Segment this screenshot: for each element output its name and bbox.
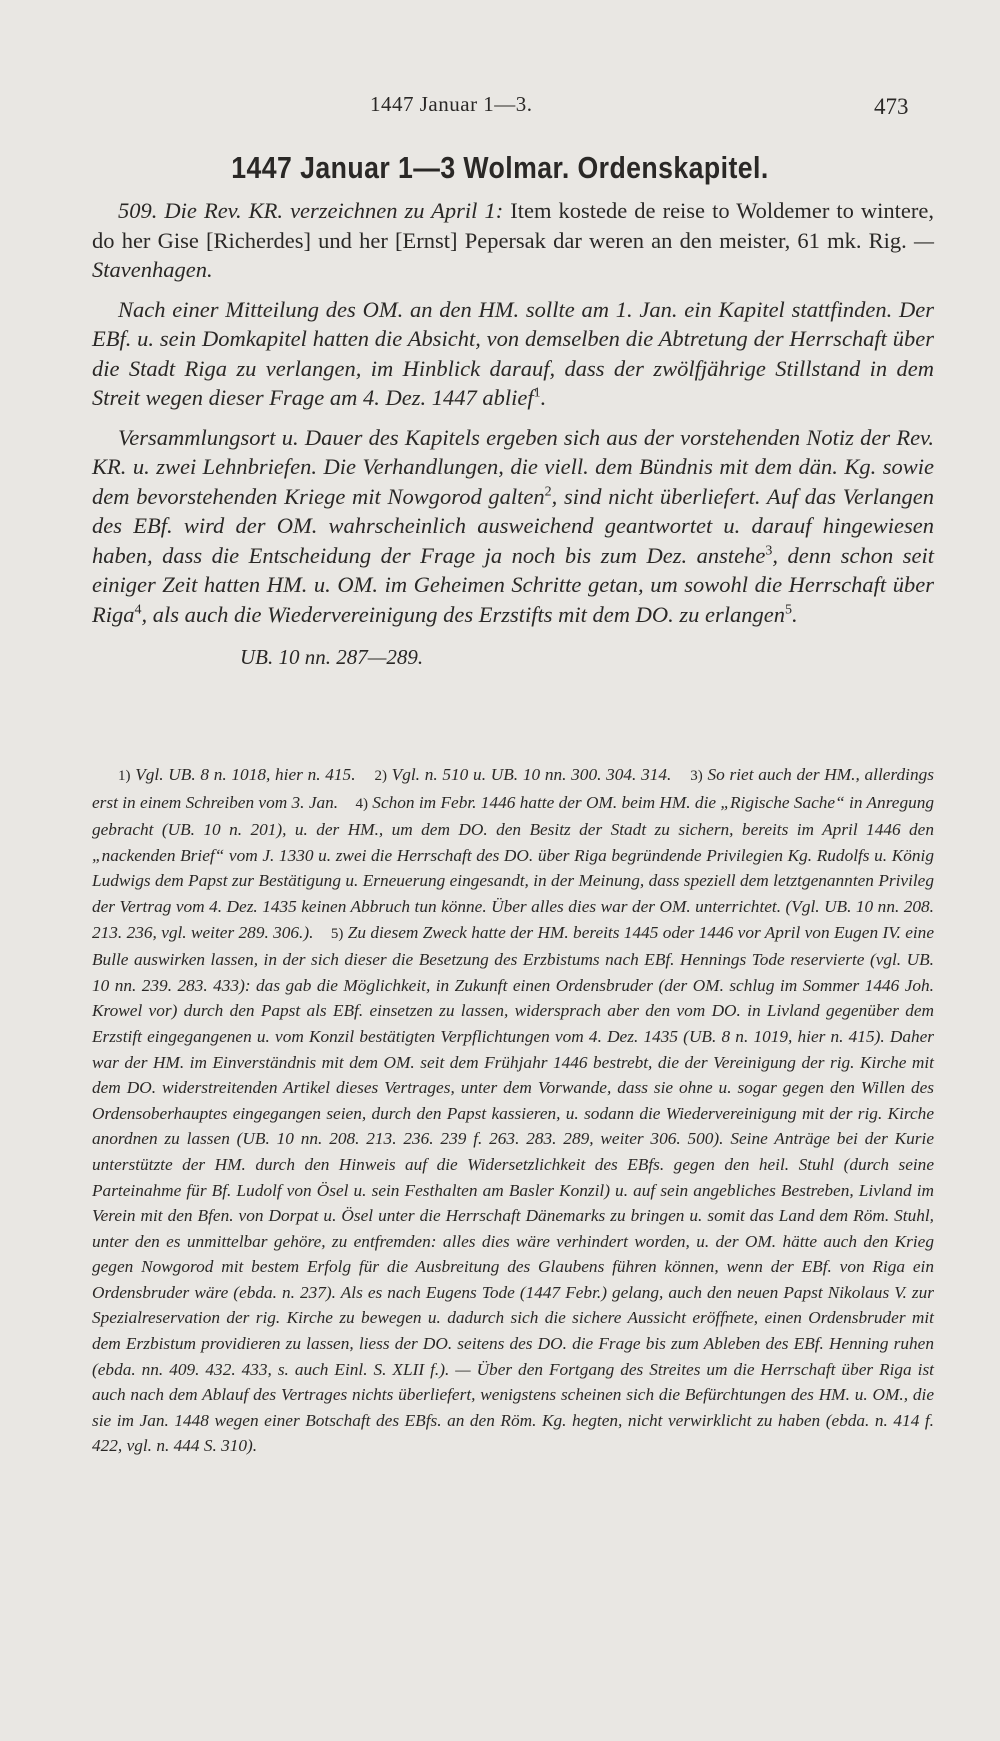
entry-intro: Die Rev. KR. verzeichnen zu April 1: bbox=[164, 198, 504, 223]
footnote-ref[interactable]: 4 bbox=[134, 602, 142, 617]
footnote-mark: 1) bbox=[118, 768, 131, 784]
footnote-ref[interactable]: 5 bbox=[784, 602, 792, 617]
commentary-2-seg: Versammlungsort u. Dauer des Kapitels ergeben sich aus der vorstehenden Notiz der Rev. KR. u. zwei Lehnbriefen. Die Verhandlungen, die viell. dem Bündnis mit dem dän. Kg. sowie dem bevorstehenden Kriege mit Nowgorod galten bbox=[92, 424, 934, 509]
footnote-mark: 4) bbox=[355, 795, 368, 812]
entry-source: — Stavenhagen. bbox=[92, 227, 934, 282]
footnote-mark: 5) bbox=[330, 925, 344, 942]
section-title: 1447 Januar 1—3 Wolmar. Ordenskapitel. bbox=[231, 150, 769, 185]
footnote-text: Vgl. n. 510 u. UB. 10 nn. 300. 304. 314. bbox=[391, 765, 672, 784]
running-head-date: 1447 Januar 1—3. bbox=[370, 92, 533, 116]
footnote-ref[interactable]: 2 bbox=[544, 484, 552, 499]
commentary-1-end: . bbox=[540, 385, 547, 410]
page-number: 473 bbox=[874, 94, 909, 119]
footnote-text: Zu diesem Zweck hatte der HM. bereits 1445 oder 1446 vor April von Eugen IV. eine Bulle auswirken lassen, in der sich dieser die Besetzung des Erzbistums nach EBf. Hennings Tode reservierte (vgl. UB. 10 nn. 239. 283. 433): das gab die Möglichkeit, in Zukunft einen Ordensbruder (der OM. schlug im Sommer 1446 Joh. Krowel vor) durch den Papst als EBf. einsetzen zu lassen, widersprach aber den vom DO. in Livland gegenüber dem Erzstift eingegangenen u. vom Konzil bestätigten Verpflichtungen vom 4. Dez. 1435 (UB. 8 n. 1019, hier n. 415). Daher war der HM. im Einverständnis mit dem OM. seit dem Frühjahr 1446 bestrebt, die der Vereinigung der rig. Kirche mit dem DO. widerstreitenden Artikel dieses Vertrages, unter dem Vorwande, dass sie ohne u. sogar gegen den Willen des Ordensoberhauptes eingegangen seien, durch den Papst kassieren, u. sodann die Wiedervereinigung mit der rig. Kirche anordnen zu lassen (UB. 10 nn. 208. 213. 236. 239 f. 263. 283. 289, weiter 306. 500). Seine Anträge bei der Kurie unterstützte der HM. durch den Hinweis auf die Widersetzlichkeit des EBfs. gegen den heil. Stuhl (durch seine Parteinahme für Bf. Ludolf von Ösel u. sein Festhalten am Basler Konzil) u. auf sein angebliches Bestreben, Livland im Verein mit den Bfen. von Dorpat u. Ösel unter die Herrschaft Dänemarks zu bringen u. somit das Land dem Röm. Stuhl, unter den es unmittelbar gehöre, zu entfremden: alles dies wäre verhindert worden, u. der OM. hätte auch den Krieg gegen Nowgorod mit bestem Erfolg für die Ausbreitung des Glaubens führen können, wenn der EBf. von Riga ein Ordensbruder wäre (ebda. n. 237). Als es nach Eugens Tode (1447 Febr.) gelang, auch den neuen Papst Nikolaus V. zur Spezialreservation der rig. Kirche zu bewegen u. dadurch sich die sichere Aussicht eröffnete, einen Ordensbruder mit dem Erzbistum providieren zu lassen, liess der DO. seitens des DO. die Frage bis zum Ableben des EBf. Henning ruhen (ebda. nn. 409. 432. 433, s. auch Einl. S. XLII f.). — Über den Fortgang des Streites um die Herrschaft über Riga ist auch nach dem Ablauf des Vertrages nichts überliefert, wenigstens scheinen sich die Befürchtungen des HM. u. OM., die sie im Jan. 1448 wegen einer Botschaft des EBfs. an den Röm. Kg. hegten, nicht verwirklicht zu haben (ebda. n. 414 f. 422, vgl. n. 444 S. 310). bbox=[92, 922, 934, 1456]
ub-reference: UB. 10 nn. 287—289. bbox=[240, 645, 424, 669]
footnote-text: So riet auch der HM., allerdings erst in einem Schreiben vom 3. Jan. bbox=[92, 765, 934, 812]
entry-number: 509. bbox=[118, 198, 158, 223]
commentary-1-text: Nach einer Mitteilung des OM. an den HM. sollte am 1. Jan. ein Kapitel stattfinden. Der EBf. u. sein Domkapitel hatten die Absicht, von demselben die Abtretung der Herrschaft über die Stadt Riga zu verlangen, im Hinblick darauf, dass der zwölfjährige Stillstand in dem Streit wegen dieser Frage am 4. Dez. 1447 ablief bbox=[92, 296, 934, 410]
commentary-2-seg: , als auch die Wiedervereinigung des Erzstifts mit dem DO. zu erlangen bbox=[141, 601, 785, 627]
running-head bbox=[0, 92, 1000, 132]
footnotes bbox=[92, 762, 934, 1459]
footnote-group-1 bbox=[92, 762, 934, 1459]
commentary-2-seg: , sind nicht überliefert. Auf das Verlangen des EBf. wird der OM. wahrscheinlich ausweichend geantwortet u. darauf hingewiesen haben, dass die Entscheidung der Frage ja noch bis zum Dez. anstehe bbox=[92, 483, 934, 568]
footnote-ref[interactable]: 1 bbox=[533, 385, 541, 401]
commentary-2-seg: . bbox=[791, 601, 798, 627]
entry-509 bbox=[92, 196, 934, 673]
commentary-paragraph-1 bbox=[92, 295, 934, 413]
entry-first-paragraph bbox=[92, 196, 934, 285]
commentary-paragraph-2 bbox=[92, 423, 934, 630]
footnote-mark: 2) bbox=[374, 768, 387, 784]
footnote-mark: 3) bbox=[690, 768, 703, 784]
footnote-text: Schon im Febr. 1446 hatte der OM. beim HM. die „Rigische Sache“ in Anregung gebracht (UB. 10 n. 201), u. der HM., um dem DO. den Besitz der Stadt zu sichern, bereits im April 1446 den „nackenden Brief“ vom J. 1330 u. zwei die Herrschaft des DO. über Riga begründende Privilegien Kg. Rudolfs u. König Ludwigs dem Papst zur Bestätigung u. Erneuerung eingesandt, in der Meinung, dass speziell dem letztgenannten Privileg der Vertrag vom 4. Dez. 1435 keinen Abbruch tun könne. Über alles dies war der OM. unterrichtet. (Vgl. UB. 10 nn. 208. 213. 236, vgl. weiter 289. 306.). bbox=[92, 792, 935, 942]
footnote-ref[interactable]: 3 bbox=[765, 543, 773, 558]
commentary-2-seg: , denn schon seit einiger Zeit hatten HM. u. OM. im Geheimen Schritte getan, um sowohl die Herrschaft über Riga bbox=[92, 542, 934, 627]
footnote-text: Vgl. UB. 8 n. 1018, hier n. 415. bbox=[135, 765, 356, 784]
entry-quote: Item kostede de reise to Woldemer to wintere, do her Gise [Richerdes] und her [Ernst] Pepersak dar weren an den meister, 61 mk. Rig. bbox=[92, 198, 935, 253]
